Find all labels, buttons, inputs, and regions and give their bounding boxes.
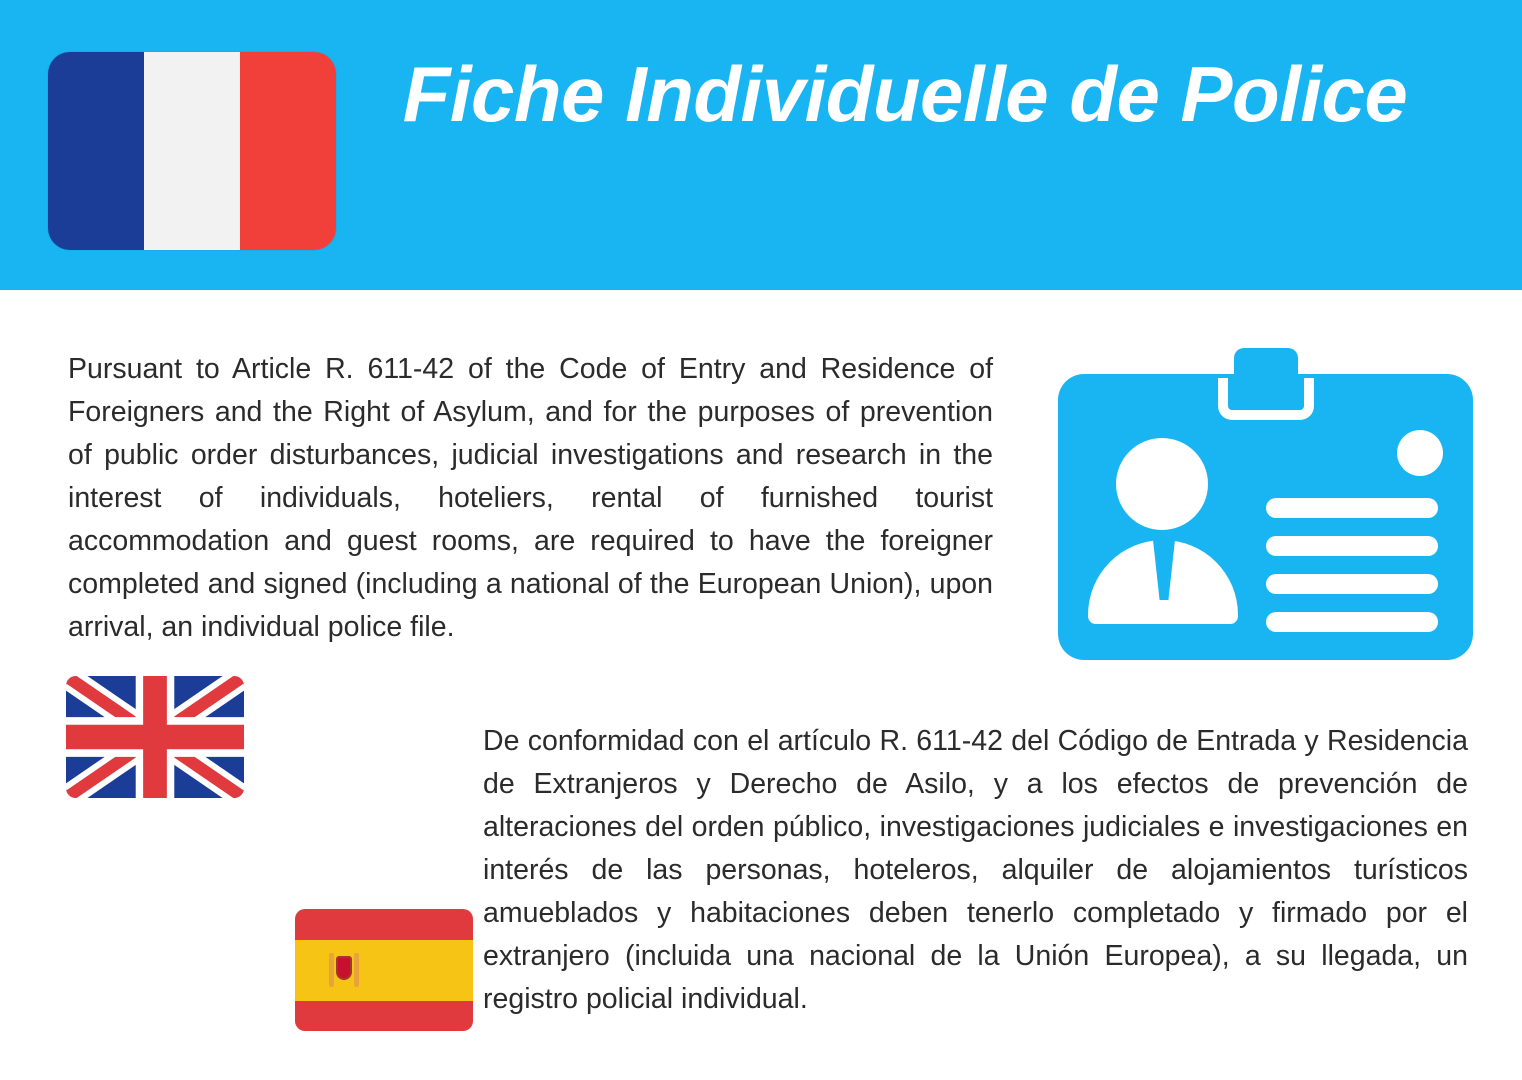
id-card-text-line (1266, 574, 1438, 594)
id-card-avatar-head-icon (1116, 438, 1208, 530)
french-flag-white-band (144, 52, 240, 250)
spanish-flag-icon (295, 909, 473, 1031)
uk-flag-drawing (66, 676, 244, 798)
spanish-flag-crest-icon (329, 951, 359, 991)
id-card-text-line (1266, 612, 1438, 632)
id-card-icon (1058, 348, 1473, 660)
id-card-body (1058, 374, 1473, 660)
id-card-clip-hole (1218, 378, 1314, 420)
crest-shield (336, 956, 352, 980)
french-flag-icon (48, 52, 336, 250)
page-header (0, 0, 1522, 290)
id-card-text-line (1266, 536, 1438, 556)
crest-pillar-left (329, 953, 334, 987)
id-card-dot-icon (1397, 430, 1443, 476)
united-kingdom-flag-icon (66, 676, 244, 798)
spanish-flag-red-band (295, 1001, 473, 1032)
crest-pillar-right (354, 953, 359, 987)
spanish-paragraph: De conformidad con el artículo R. 611-42 del Código de Entrada y Residencia de Extranjeros y Derecho de Asilo, y a los efectos de prevención de alteraciones del orden público, investigaciones judiciales e investigaciones en interés de las personas, hoteleros, alquiler de alojamientos turísticos amueblados y habitaciones deben tenerlo completado y firmado por el extranjero (incluida una nacional de la Unión Europea), a su llegada, un registro policial individual. (483, 725, 1468, 1015)
spanish-flag-red-band (295, 909, 473, 940)
english-paragraph: Pursuant to Article R. 611-42 of the Code of Entry and Residence of Foreigners and the Right of Asylum, and for the purposes of prevention of public order disturbances, judicial investigations and research in the interest of individuals, hoteliers, rental of furnished tourist accommodation and guest rooms, are required to have the foreigner completed and signed (including a national of the European Union), upon arrival, an individual police file. (68, 353, 993, 643)
id-card-text-line (1266, 498, 1438, 518)
french-flag-blue-band (48, 52, 144, 250)
french-flag-red-band (240, 52, 336, 250)
page-title: Fiche Individuelle de Police (402, 50, 1408, 138)
spanish-flag-yellow-band (295, 940, 473, 1001)
